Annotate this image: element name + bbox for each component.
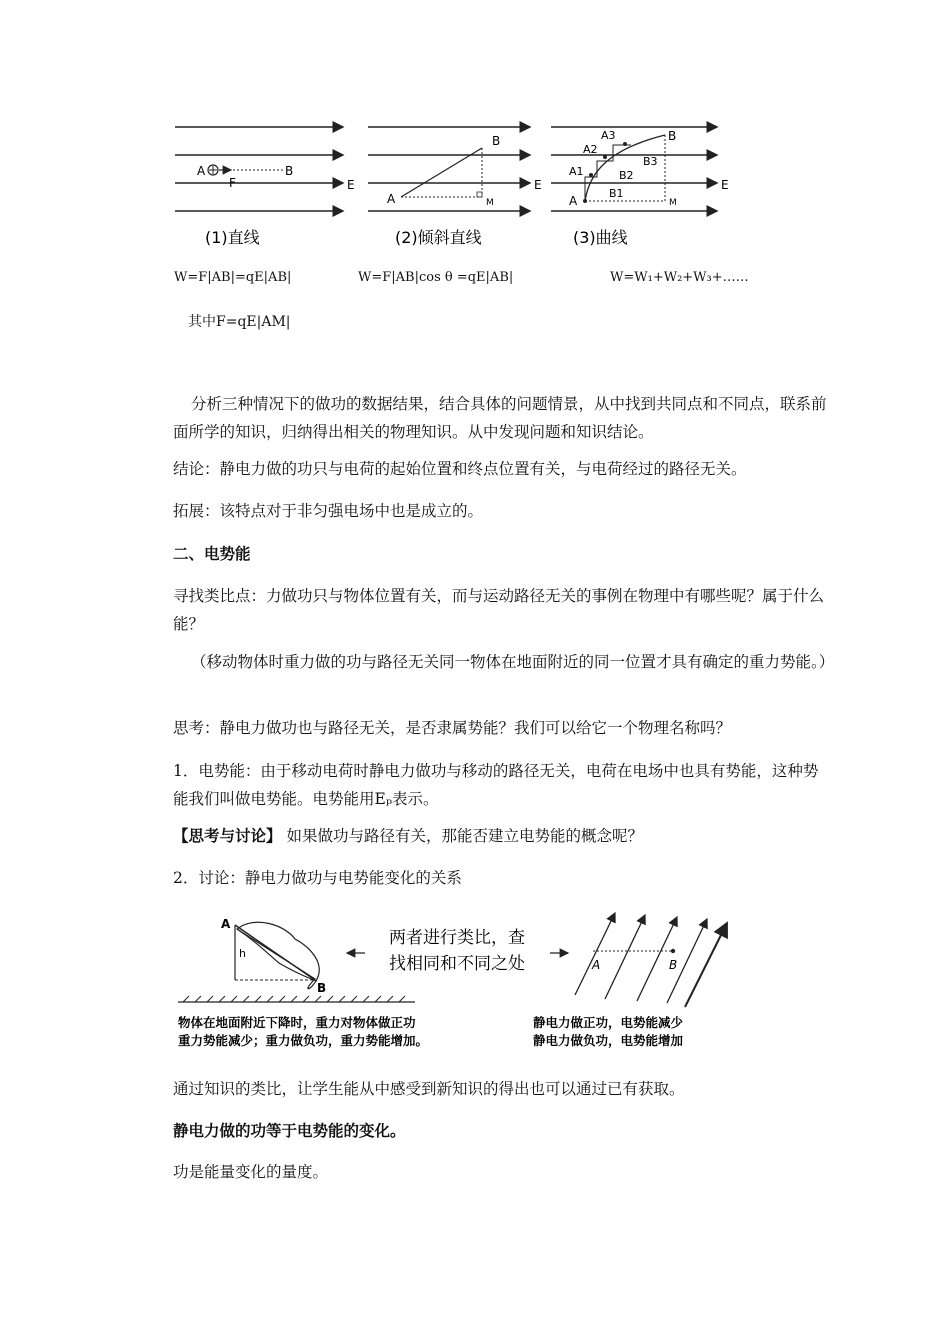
discussion-text: 如果做功与路径有关，那能否建立电势能的概念呢？ [281, 827, 643, 845]
caption-straight: (1)直线 [205, 228, 260, 247]
paragraph-definition: 1．电势能：由于移动电荷时静电力做功与移动的路径无关，电荷在电场中也具有势能，这种势能我们叫做电势能。电势能用Eₚ表示。 [173, 762, 819, 808]
p2-label-E: E [534, 178, 542, 192]
p1-label-F: F [229, 176, 236, 190]
analogy-center [347, 928, 568, 974]
p2-label-A: A [387, 192, 396, 206]
p3-label-A3: A3 [601, 129, 616, 142]
formula-curve: W=W₁+W₂+W₃+…… [610, 270, 749, 285]
paragraph-work-measure: 功是能量变化的量度。 [173, 1163, 329, 1181]
panel-straight-line [175, 127, 355, 247]
p2-label-B: B [492, 134, 501, 148]
analogy-center-line-1: 两者进行类比，查 [389, 928, 525, 948]
p3-label-A2: A2 [583, 143, 598, 156]
analogy-figure [175, 905, 735, 1055]
formula-inclined: W=F|AB|cos θ =qE|AB| [358, 270, 514, 285]
p3-label-A: A [569, 194, 578, 208]
electric-label-A: A [592, 958, 601, 972]
paragraph-discussion [173, 822, 833, 850]
paragraph-analysis: 分析三种情况下的做功的数据结果，结合具体的问题情景，从中找到共同点和不同点，联系前面所学的知识，归纳得出相关的物理知识。从中发现问题和知识结论。 [173, 395, 827, 441]
paragraph-analogy-question: 寻找类比点：力做功只与物体位置有关，而与运动路径无关的事例在物理中有哪些呢？属于什么能？ [173, 587, 825, 633]
p1-label-E: E [347, 178, 355, 192]
formula-straight: W=F|AB|=qE|AB| [174, 270, 292, 285]
formula-note: 其中F=qE|AM| [188, 314, 291, 330]
analogy-center-line-2: 找相同和不同之处 [389, 954, 525, 974]
p2-label-M: M [486, 198, 494, 208]
paragraph-gravity-note: （移动物体时重力做的功与路径无关同一物体在地面附近的同一位置才具有确定的重力势能。） [191, 653, 835, 671]
p3-label-E: E [721, 178, 729, 192]
panel-inclined-line [368, 127, 542, 247]
paragraph-conclusion: 结论：静电力做的功只与电荷的起始位置和终点位置有关，与电荷经过的路径无关。 [173, 460, 747, 478]
p3-label-B2: B2 [619, 169, 634, 182]
work-path-figure [165, 115, 745, 260]
electric-panel [533, 913, 727, 1048]
p1-label-A: A [197, 164, 206, 178]
paragraph-extension: 拓展：该特点对于非匀强电场中也是成立的。 [173, 502, 484, 520]
gravity-label-B: B [317, 981, 327, 995]
p3-label-B1: B1 [609, 187, 624, 200]
gravity-label-h: h [239, 947, 246, 960]
gravity-label-A: A [221, 917, 231, 931]
paragraph-discuss-relation: 2．讨论：静电力做功与电势能变化的关系 [173, 869, 462, 887]
p3-label-M: M [669, 198, 677, 208]
electric-label-B: B [669, 958, 678, 972]
caption-curve: (3)曲线 [573, 228, 628, 247]
section-heading-potential-energy: 二、电势能 [173, 544, 251, 563]
electric-caption-1: 静电力做正功，电势能减少 [533, 1015, 684, 1030]
caption-inclined: (2)倾斜直线 [395, 228, 482, 247]
gravity-caption-2: 重力势能减少；重力做负功，重力势能增加。 [178, 1033, 429, 1048]
p3-label-B: B [668, 129, 677, 143]
paragraph-key-conclusion: 静电力做的功等于电势能的变化。 [173, 1121, 406, 1140]
paragraph-analogy-summary: 通过知识的类比，让学生能从中感受到新知识的得出也可以通过已有获取。 [173, 1080, 685, 1098]
gravity-caption-1: 物体在地面附近下降时，重力对物体做正功 [178, 1015, 416, 1030]
paragraph-think: 思考：静电力做功也与路径无关，是否隶属势能？我们可以给它一个物理名称吗？ [173, 719, 732, 737]
panel-curve [551, 127, 729, 247]
electric-caption-2: 静电力做负功，电势能增加 [533, 1033, 684, 1048]
discussion-tag: 【思考与讨论】 [173, 826, 282, 845]
p3-label-A1: A1 [569, 165, 584, 178]
p1-label-B: B [285, 164, 294, 178]
p3-label-B3: B3 [643, 155, 658, 168]
